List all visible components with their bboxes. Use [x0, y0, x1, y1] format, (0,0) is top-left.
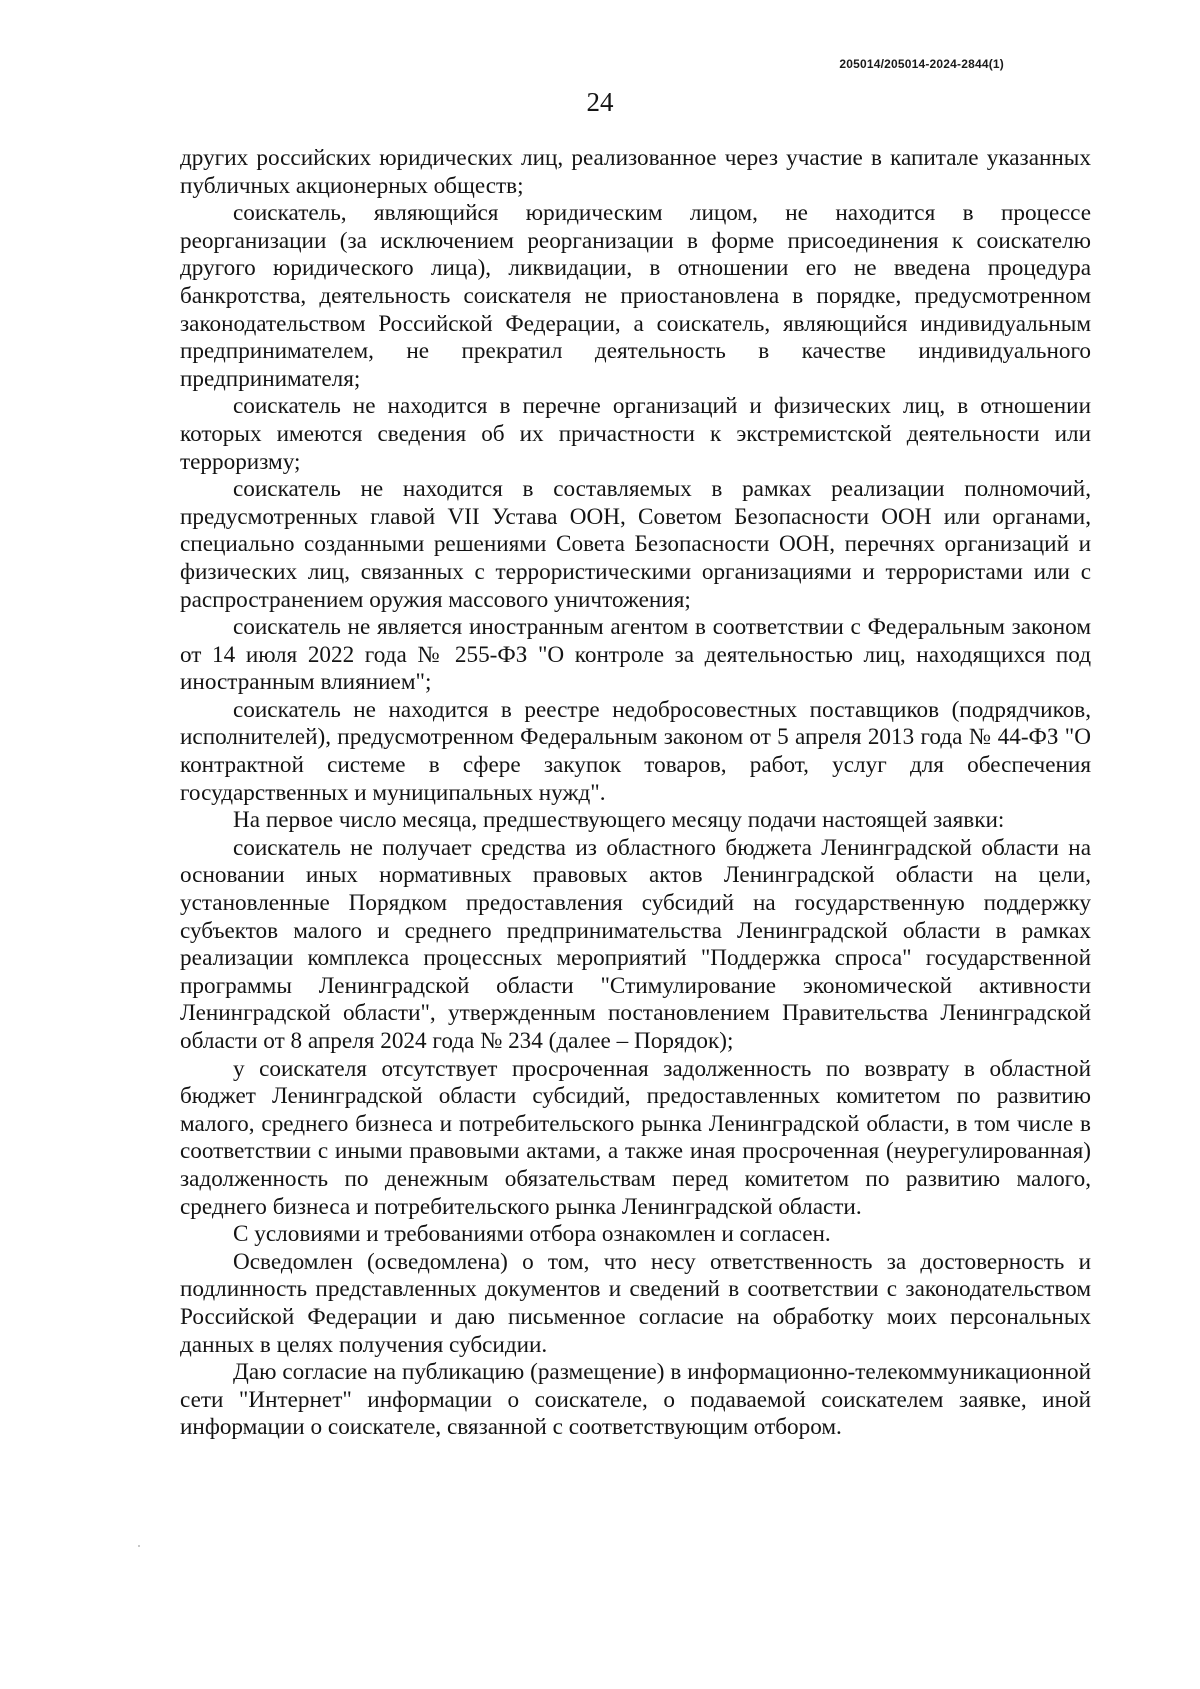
- paragraph: соискатель не получает средства из областного бюджета Ленинградской области на основании иных нормативных правовых актов Ленинградской области на цели, установленные Порядком предоставления субсидий на государственную поддержку субъектов малого и среднего предпринимательства Ленинградской области в рамках реализации комплекса процессных мероприятий "Поддержка спроса" государственной программы Ленинградской области "Стимулирование экономической активности Ленинградской области", утвержденным постановлением Правительства Ленинградской области от 8 апреля 2024 года № 234 (далее – Порядок);: [180, 834, 1091, 1054]
- paragraph-continuation: других российских юридических лиц, реализованное через участие в капитале указанных публичных акционерных обществ;: [180, 145, 1091, 199]
- paragraph: Даю согласие на публикацию (размещение) в информационно-телекоммуникационной сети "Интернет" информации о соискателе, о подаваемой соискателем заявке, иной информации о соискателе, связанной с соответствующим отбором.: [180, 1359, 1091, 1441]
- document-body: [180, 145, 1091, 1442]
- paragraph: На первое число месяца, предшествующего месяцу подачи настоящей заявки:: [233, 807, 1005, 834]
- document-id: 205014/205014-2024-2844(1): [839, 57, 1004, 71]
- paragraph: соискатель, являющийся юридическим лицом, не находится в процессе реорганизации (за исключением реорганизации в форме присоединения к соискателю другого юридического лица), ликвидации, в отношении его не введена процедура банкротства, деятельность соискателя не приостановлена в порядке, предусмотренном законодательством Российской Федерации, а соискатель, являющийся индивидуальным предпринимателем, не прекратил деятельность в качестве индивидуального предпринимателя;: [180, 200, 1091, 392]
- paragraph: соискатель не находится в перечне организаций и физических лиц, в отношении которых имеются сведения об их причастности к экстремистской деятельности или терроризму;: [180, 393, 1091, 475]
- paragraph: С условиями и требованиями отбора ознакомлен и согласен.: [233, 1221, 831, 1248]
- paragraph: соискатель не является иностранным агентом в соответствии с Федеральным законом от 14 июля 2022 года № 255-ФЗ "О контроле за деятельностью лиц, находящихся под иностранным влиянием";: [180, 614, 1091, 696]
- paragraph: соискатель не находится в составляемых в рамках реализации полномочий, предусмотренных главой VII Устава ООН, Советом Безопасности ООН или органами, специально созданными решениями Совета Безопасности ООН, перечнях организаций и физических лиц, связанных с террористическими организациями и террористами или с распространением оружия массового уничтожения;: [180, 476, 1091, 613]
- paragraph: у соискателя отсутствует просроченная задолженность по возврату в областной бюджет Ленинградской области субсидий, предоставленных комитетом по развитию малого, среднего бизнеса и потребительского рынка Ленинградской области, в том числе в соответствии с иными правовыми актами, а также иная просроченная (неурегулированная) задолженность по денежным обязательствам перед комитетом по развитию малого, среднего бизнеса и потребительского рынка Ленинградской области.: [180, 1055, 1091, 1220]
- paragraph: соискатель не находится в реестре недобросовестных поставщиков (подрядчиков, исполнителей), предусмотренном Федеральным законом от 5 апреля 2013 года № 44-ФЗ "О контрактной системе в сфере закупок товаров, работ, услуг для обеспечения государственных и муниципальных нужд".: [180, 696, 1091, 806]
- paragraph: Осведомлен (осведомлена) о том, что несу ответственность за достоверность и подлинность представленных документов и сведений в соответствии с законодательством Российской Федерации и даю письменное согласие на обработку моих персональных данных в целях получения субсидии.: [180, 1248, 1091, 1358]
- scan-speck: [138, 1545, 140, 1547]
- page-number: 24: [586, 87, 614, 117]
